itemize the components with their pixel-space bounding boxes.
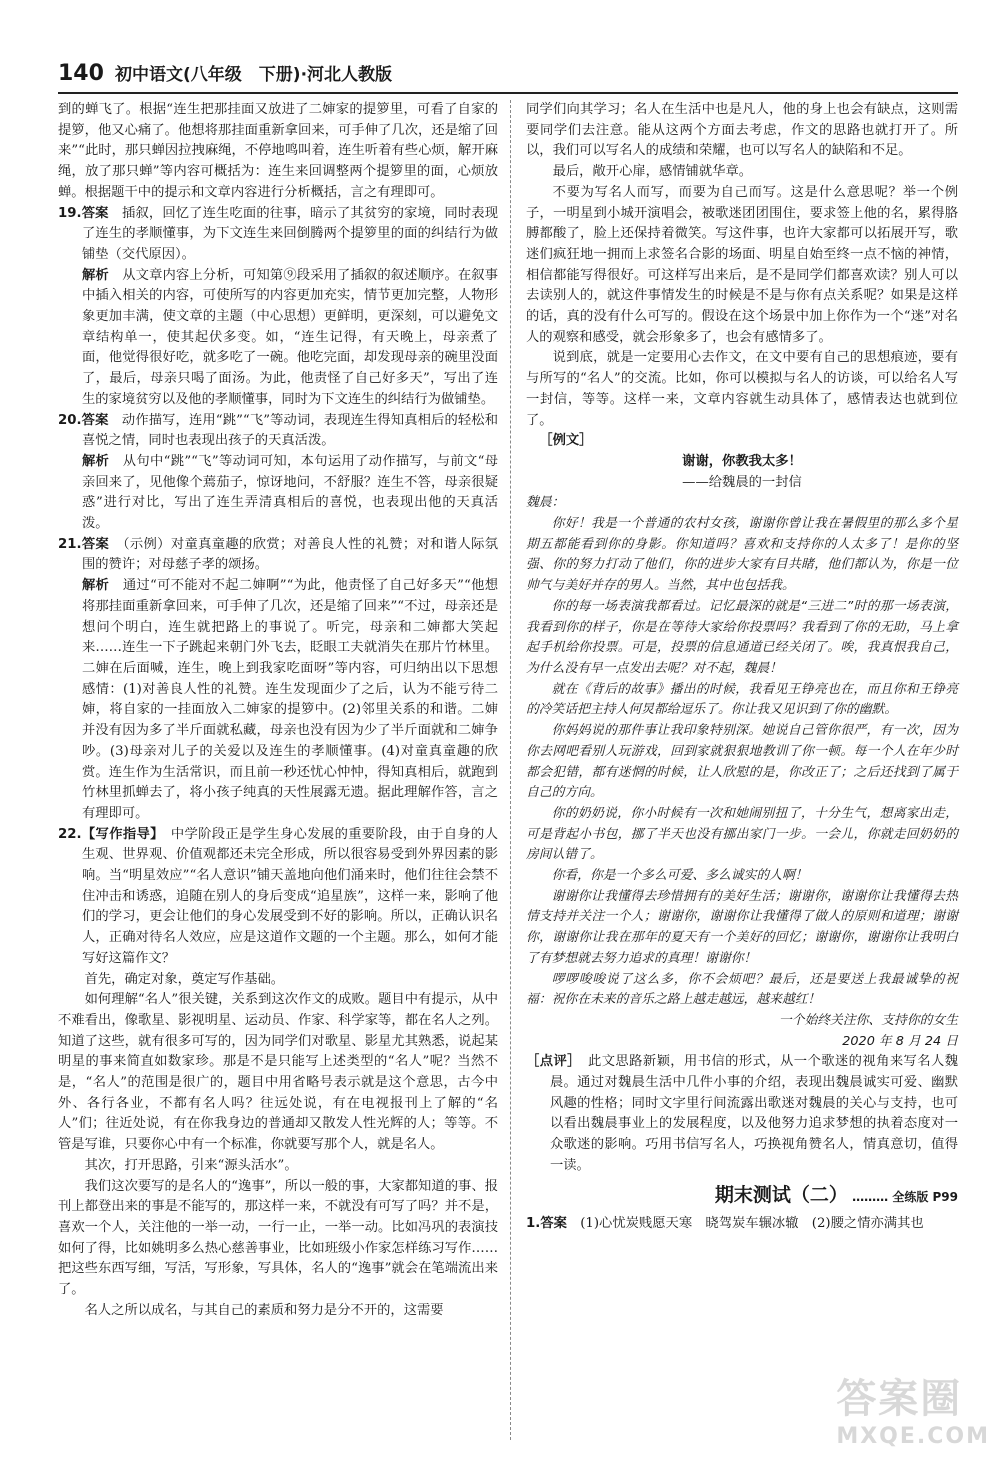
letter-title: 谢谢，你教我太多！ — [682, 453, 802, 469]
analysis-text: 从句中“跳”“飞”等动词可知，本句运用了动作描写，与前文“母亲回来了，见他像个蔫茄子，惊讶地问，不舒服？连生不答，母亲很疑惑”进行对比，写出了连生弄清真相后的喜悦，也表现出他的天真活泼。 — [81, 453, 499, 532]
header-rule — [58, 92, 958, 94]
analysis-tag: 解析 — [81, 578, 110, 594]
answer-tag: 答案 — [540, 1216, 567, 1232]
analysis-tag: 解析 — [81, 453, 110, 469]
answer-21 — [58, 535, 498, 576]
letter-paragraph: 你好！我是一个普通的农村女孩，谢谢你曾让我在暑假里的那么多个星期五都能看到你的身影。你知道吗？喜欢和支持你的人太多了！是你的坚强、你的努力打动了他们，你的进步大家有目共睹，他们都认为，你是一位帅气与美好并存的男人。当然，其中也包括我。 — [526, 516, 958, 594]
question-number: 19. — [58, 205, 82, 221]
letter-paragraph: 你的奶奶说，你小时候有一次和她闹别扭了，十分生气，想离家出走，可是背起小书包，挪了半天也没有挪出家门一步。一会儿，你就走回奶奶的房间认错了。 — [526, 805, 958, 863]
writing-guide-22 — [58, 825, 498, 970]
letter-paragraph: 你看，你是一个多么可爱、多么诚实的人啊！ — [551, 868, 808, 884]
comment-text: 此文思路新颖，用书信的形式，从一个歌迷的视角来写名人魏晨。通过对魏晨生活中几件小事的介绍，表现出魏晨诚实可爱、幽默风趣的性格；同时文字里行间流露出歌迷对魏晨的关心与支持，也可以看出魏晨事业上的发展程度，以及他努力追求梦想的执着态度对一众歌迷的影响。巧用书信写名人，巧换视角赞名人，情真意切，值得一读。 — [549, 1054, 959, 1173]
paragraph: 首先，确定对象，奠定写作基础。 — [84, 971, 285, 987]
letter-paragraph: 你的每一场表演我都看过。记忆最深的就是“三进二”时的那一场表演，我看到你的样子，你是在等待大家给你投票吗？我看到了你的无助，马上拿起手机给你投票。可是，投票的信息通道已经关闭了。唉，我真恨我自己，为什么没有早一点发出去呢？对不起，魏晨！ — [526, 598, 958, 676]
paragraph: 名人之所以成名，与其自己的素质和努力是分不开的，这需要 — [84, 1302, 444, 1318]
analysis-text: 从文章内容上分析，可知第⑨段采用了插叙的叙述顺序。在叙事中插入相关的内容，可使所写的内容更加充实，情节更加完整，人物形象更加丰满，使文章的主题（中心思想）更鲜明，更深刻，可以避免文章结构单一，使其起伏多变。如，“连生记得，有天晚上，母亲煮了面，他觉得很好吃，就多吃了一碗。他吃完面，却发现母亲的碗里没面了，最后，母亲只喝了面汤。为此，他责怪了自己好多天”，写出了连生的家境贫穷以及他的孝顺懂事，同时为下文连生的纠结行为做铺垫。 — [81, 267, 499, 407]
exam-section-header — [526, 1185, 958, 1209]
answer-text: 动作描写，连用“跳”“飞”等动词，表现连生得知真相后的轻松和喜悦之情，同时也表现出孩子的天真活泼。 — [81, 412, 499, 449]
analysis-20 — [58, 452, 498, 535]
letter-paragraph: 啰啰唆唆说了这么多，你不会烦吧？最后，还是要送上我最诚挚的祝福：祝你在未来的音乐之路上越走越远，越来越红！ — [526, 971, 958, 1008]
answer-tag: 答案 — [81, 205, 109, 221]
exam-answer-1 — [526, 1214, 958, 1235]
exam-title: 期末测试（二） — [714, 1183, 848, 1206]
answer-20 — [58, 411, 498, 452]
paragraph: 到的蝉飞了。根据“连生把那挂面又放进了二婶家的提箩里，可看了自家的提箩，他又心痛了。他想将那挂面重新拿回来，可手伸了几次，还是缩了回来”“此时，那只蝉因拉拽麻绳，不停地鸣叫着，连生听着有些心烦，解开麻绳，放了那只蝉”等内容可概括为：连生来回调整两个提箩里的面，心烦放蝉。根据题干中的提示和文章内容进行分析概括，言之有理即可。 — [58, 102, 498, 200]
answer-text: 插叙，回忆了连生吃面的往事，暗示了其贫穷的家境，同时表现了连生的孝顺懂事，为下文连生来回倒腾两个提箩里的面的纠结行为做铺垫（交代原因）。 — [81, 205, 499, 262]
comment-tag: ［点评］ — [526, 1054, 575, 1070]
paragraph: 不要为写名人而写，而要为自己而写。这是什么意思呢？举一个例子，一明星到小城开演唱会，被歌迷团团围住，要求签上他的名，累得胳膊都酸了，脸上还保持着微笑。写这件事，也许大家都可以拓展开写，歌迷们疯狂地一拥而上求签名合影的场面、明星自始至终一点不恼的神情，相信都能写得很好。可这样写出来后，是不是同学们都喜欢读？别人可以去读别人的，就这件事情发生的时候是不是与你有点关系呢？如果是这样的话，真的没有什么可写的。假设在这个场景中加上你作为一个“迷”对名人的观察和感受，就会形象多了，也会有感情多了。 — [526, 184, 958, 345]
letter-salutation: 魏晨： — [526, 495, 565, 511]
answer-tag: 答案 — [81, 412, 109, 428]
analysis-19 — [58, 266, 498, 411]
letter-paragraph: 你妈妈说的那件事让我印象特别深。她说自己管你很严，有一次，因为你去网吧看别人玩游戏，回到家就狠狠地教训了你一顿。每一个人在年少时都会犯错，都有迷惘的时候，让人欣慰的是，你改正了；之后还找到了属于自己的方向。 — [526, 723, 958, 801]
letter-signature: 一个始终关注你、支持你的女生 — [778, 1012, 958, 1028]
comment — [526, 1052, 958, 1176]
exam-reference: ……… 全练版 P99 — [852, 1189, 958, 1204]
analysis-text: 通过“可不能对不起二婶啊”“为此，他责怪了自己好多天”“他想将那挂面重新拿回来，可手伸了几次，还是缩了回来”“不过，母亲还是想问个明白，连生就把路上的事说了。听完，母亲和二婶都大笑起来……连生一下子跳起来朝门外飞去，眨眼工夫就消失在那片竹林里。二婶在后面喊，连生，晚上到我家吃面呀”等内容，可归纳出以下思想感情：(1)对善良人性的礼赞。连生发现面少了之后，认为不能亏待二婶，将自家的一挂面放入二婶家的提箩中。(2)邻里关系的和谐。二婶并没有因为多了半斤面就私藏，母亲也没有因为少了半斤面就和二婶争吵。(3)母亲对儿子的关爱以及连生的孝顺懂事。(4)对童真童趣的欣赏。连生作为生活常识，而且前一秒还忧心忡忡，得知真相后，就跑到竹林里抓蝉去了，将小孩子纯真的天性展露无遗。据此理解作答，言之有理即可。 — [81, 578, 498, 821]
answer-text: （示例）对童真童趣的欣赏；对善良人性的礼赞；对和谐人际氛围的赞许；对母慈子孝的颂扬。 — [81, 536, 499, 573]
book-title: 初中语文(八年级 下册)·河北人教版 — [115, 65, 393, 85]
paragraph: 我们这次要写的是名人的“逸事”，所以一般的事，大家都知道的事、报刊上都登出来的事是不能写的，那这样一来，不就没有可写了吗？并不是，喜欢一个人，关注他的一举一动，一行一止，一举一动。比如冯巩的表演技如何了得，比如姚明多么热心慈善事业，比如班级小作家怎样练习写作……把这些东西写细，写活，写形象，写具体，名人的“逸事”就会在笔端流出来了。 — [58, 1178, 498, 1298]
answer-19 — [58, 204, 498, 266]
page-number: 140 — [58, 61, 104, 86]
analysis-21 — [58, 576, 498, 824]
left-column — [58, 100, 498, 1321]
page-header — [58, 60, 958, 92]
paragraph: 最后，敞开心扉，感情铺就华章。 — [552, 164, 753, 180]
letter-paragraph: 谢谢你让我懂得去珍惜拥有的美好生活；谢谢你，谢谢你让我懂得去热情支持并关注一个人；谢谢你，谢谢你让我懂得了做人的原则和道理；谢谢你，谢谢你让我在那年的夏天有一个美好的回忆；谢谢你，谢谢你让我明白了有梦想就去努力追求的真理！谢谢你！ — [526, 888, 958, 966]
guide-tag: 【写作指导】 — [81, 826, 158, 842]
question-number: 20. — [58, 412, 82, 428]
column-divider — [510, 100, 511, 1440]
watermark-text: 答案圈 — [836, 1376, 963, 1422]
question-number: 22. — [58, 826, 82, 842]
analysis-tag: 解析 — [81, 267, 109, 283]
question-number: 21. — [58, 536, 82, 552]
paragraph: 如何理解“名人”很关键，关系到这次作文的成败。题目中有提示，从中不难看出，像歌星、影视明星、运动员、作家、科学家等，都在名人之列。知道了这些，就有很多可写的，因为同学们对歌星、影星尤其熟悉，说起某明星的事来简直如数家珍。那是不是只能写上述类型的“名人”呢？当然不是，“名人”的范围是很广的，题目中用省略号表示就是这个意思，古今中外、各行各业，不都有名人吗？往远处说，有在电视报刊上了解的“名人”们；往近处说，有在你我身边的普通却又散发人性光辉的人；等等。不管是写谁，只要你心中有一个标准，你就要写那个人，就是名人。 — [58, 992, 498, 1153]
paragraph: 其次，打开思路，引来“源头活水”。 — [84, 1157, 298, 1173]
answer-tag: 答案 — [81, 536, 110, 552]
watermark-logo — [836, 1367, 990, 1449]
right-column — [526, 100, 958, 1235]
letter-date: 2020 年 8 月 24 日 — [842, 1033, 958, 1049]
paragraph: 同学们向其学习；名人在生活中也是凡人，他的身上也会有缺点，这则需要同学们去注意。能从这两个方面去考虑，作文的思路也就打开了。所以，我们可以写名人的成绩和荣耀，也可以写名人的缺陷和不足。 — [526, 102, 958, 159]
answer-text: (1)心忧炭贱愿天寒 晓驾炭车辗冰辙 (2)腰之情亦满其也 — [580, 1216, 924, 1232]
letter-subtitle: ——给魏晨的一封信 — [682, 474, 802, 490]
example-tag: ［例文］ — [539, 433, 593, 449]
paragraph: 说到底，就是一定要用心去作文，在文中要有自己的思想痕迹，要有与所写的“名人”的交流。比如，你可以模拟与名人的访谈，可以给名人写一封信，等等。这样一来，文章内容就生动具体了，感情表达也就到位了。 — [526, 350, 958, 428]
guide-text: 中学阶段正是学生身心发展的重要阶段，由于自身的人生观、世界观、价值观都还未完全形成，所以很容易受到外界因素的影响。当“明星效应”“名人意识”铺天盖地向他们涌来时，他们往往会禁不住冲击和诱惑，追随在别人的身后变成“追星族”，这样一来，影响了他们的学习，更会让他们的身心发展受到不好的影响。所以，正确认识名人，正确对待名人效应，应是这道作文题的一个主题。那么，如何才能写好这篇作文？ — [81, 826, 499, 966]
example-letter — [526, 493, 958, 1052]
question-number: 1. — [526, 1216, 541, 1232]
letter-paragraph: 就在《背后的故事》播出的时候，我看见王铮亮也在，而且你和王铮亮的冷笑话把主持人何炅都给逗乐了。你让我又见识到了你的幽默。 — [526, 681, 958, 718]
watermark-url: MXQE.COM — [836, 1424, 990, 1449]
